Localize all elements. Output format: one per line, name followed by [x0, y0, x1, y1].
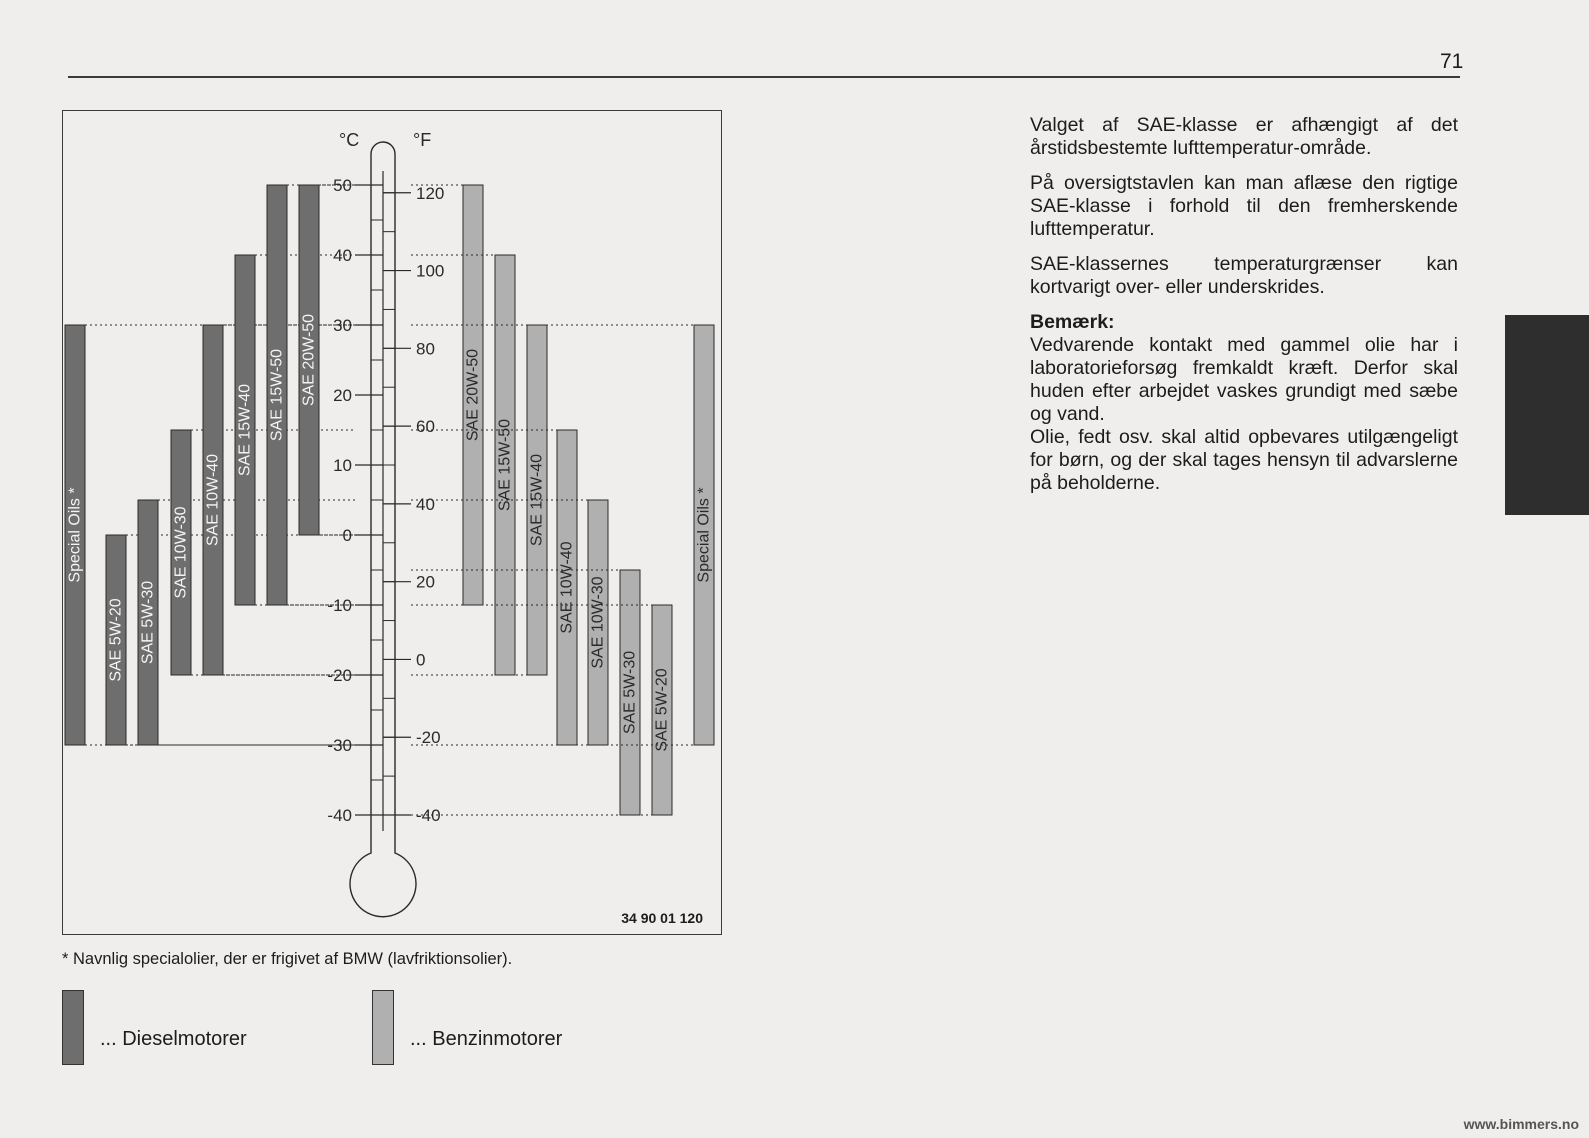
chart-svg [63, 111, 723, 936]
note-health-warning: Vedvarende kontakt med gammel olie har i laboratorieforsøg fremkaldt kræft. Derfor skal huden efter arbejdet vaskes grundigt med sæbe og vand. [1030, 334, 1458, 425]
diesel-oil-label: SAE 5W-20 [107, 598, 125, 682]
celsius-tick-label: -40 [327, 806, 352, 825]
celsius-unit-label: °C [339, 130, 360, 150]
diesel-oil-label: SAE 15W-50 [268, 348, 286, 442]
page-number: 71 [1440, 50, 1464, 73]
petrol-oil-label: SAE 15W-50 [496, 418, 514, 512]
note-storage-warning: Olie, fedt osv. skal altid opbevares utilgængeligt for børn, og der skal tages hensyn til advarslerne på beholderne. [1030, 426, 1458, 494]
diesel-oil-label: SAE 5W-30 [139, 580, 157, 665]
oil-viscosity-chart [62, 110, 722, 935]
diesel-oil-label: Special Oils * [66, 487, 84, 583]
petrol-oil-label: SAE 10W-30 [589, 576, 607, 669]
thumb-index-tab [1505, 315, 1589, 515]
chart-part-number: 34 90 01 120 [621, 910, 703, 926]
petrol-oil-label: SAE 5W-30 [621, 650, 639, 735]
celsius-tick-label: -30 [327, 736, 352, 755]
fahrenheit-tick-label: 60 [416, 417, 435, 437]
fahrenheit-unit-label: °F [413, 130, 432, 150]
petrol-oil-label: Special Oils * [695, 487, 713, 583]
paragraph-chart-usage: På oversigtstavlen kan man aflæse den rigtige SAE-klasse i forhold til den fremherskende lufttemperatur. [1030, 172, 1458, 240]
petrol-oil-label: SAE 15W-40 [528, 453, 546, 547]
fahrenheit-tick-label: 0 [416, 650, 426, 670]
footnote: * Navnlig specialolier, der er frigivet af BMW (lavfriktionsolier). [62, 950, 513, 968]
legend-swatch-diesel [62, 990, 84, 1065]
diesel-oil-label: SAE 20W-50 [300, 313, 318, 407]
legend-label-petrol: ... Benzinmotorer [410, 1028, 563, 1050]
paragraph-temperature-limits: SAE-klassernes temperaturgrænser kan kortvarigt over- eller underskrides. [1030, 253, 1458, 298]
petrol-oil-label: SAE 5W-20 [653, 668, 671, 752]
diesel-oil-label: SAE 15W-40 [236, 383, 254, 477]
fahrenheit-tick-label: -20 [416, 728, 441, 748]
celsius-tick-label: 10 [333, 456, 352, 475]
celsius-tick-label: 40 [333, 246, 352, 265]
watermark: www.bimmers.no [1463, 1116, 1579, 1132]
petrol-oil-label: SAE 20W-50 [464, 348, 482, 442]
petrol-oil-label: SAE 10W-40 [558, 541, 576, 634]
fahrenheit-tick-label: 120 [416, 183, 445, 203]
fahrenheit-tick-label: 40 [416, 494, 435, 514]
legend-label-diesel: ... Dieselmotorer [100, 1028, 247, 1050]
text-column [1030, 114, 1458, 495]
diesel-oil-label: SAE 10W-40 [204, 453, 222, 547]
celsius-tick-label: -10 [327, 596, 352, 615]
celsius-tick-label: 0 [342, 526, 352, 545]
celsius-tick-label: -20 [327, 666, 352, 685]
celsius-tick-label: 50 [333, 176, 352, 195]
fahrenheit-tick-label: 80 [416, 339, 435, 359]
fahrenheit-tick-label: -40 [416, 806, 441, 825]
celsius-tick-label: 20 [333, 386, 352, 405]
diesel-oil-label: SAE 10W-30 [172, 506, 190, 599]
fahrenheit-tick-label: 20 [416, 572, 435, 592]
legend-swatch-petrol [372, 990, 394, 1065]
celsius-tick-label: 30 [333, 316, 352, 335]
fahrenheit-tick-label: 100 [416, 261, 445, 281]
header-rule [68, 76, 1460, 78]
note-heading: Bemærk: [1030, 311, 1115, 333]
paragraph-sae-choice: Valget af SAE-klasse er afhængigt af det årstidsbestemte lufttemperatur-område. [1030, 114, 1458, 159]
